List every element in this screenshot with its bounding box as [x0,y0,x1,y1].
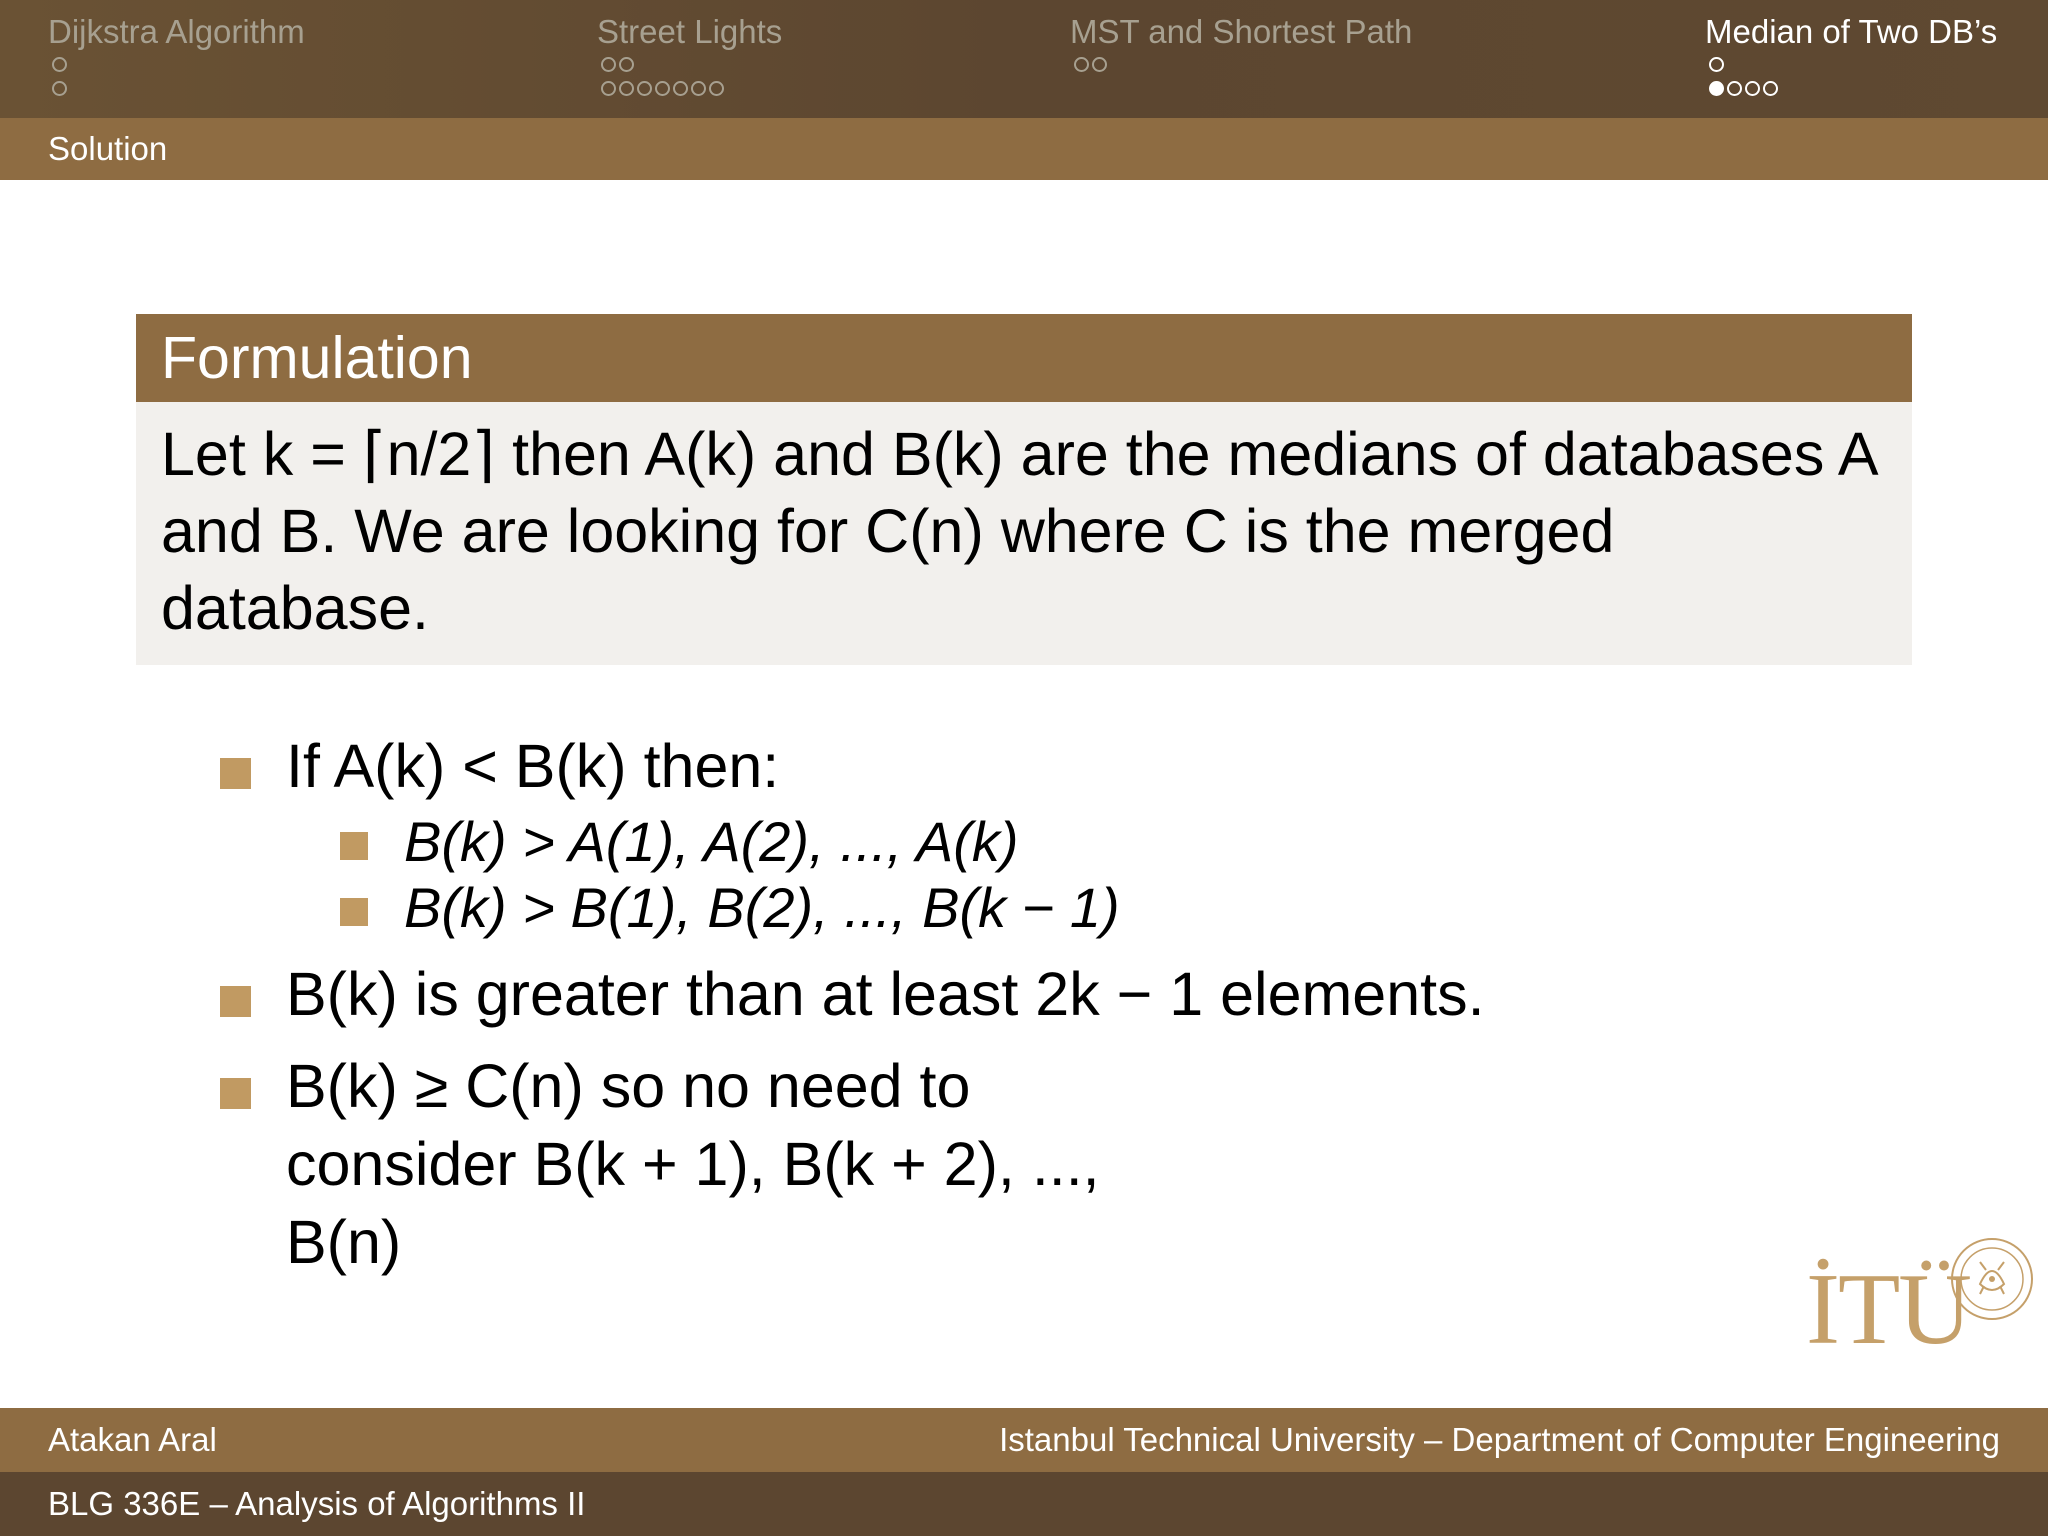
frame-dots [1709,52,1997,76]
frame-dots [601,76,782,100]
frame-dot[interactable] [655,81,670,96]
frame-dot[interactable] [1709,57,1724,72]
sub-bullet-text: B(k) > B(1), B(2), ..., B(k − 1) [404,876,1120,939]
footer-bar-top [0,1408,2048,1472]
formulation-block [136,314,1912,665]
footer-author: Atakan Aral [48,1421,217,1458]
square-bullet-icon [220,1078,251,1109]
bullet-item [218,955,1918,1033]
frame-dot[interactable] [637,81,652,96]
nav-section-title[interactable]: Street Lights [597,13,783,50]
nav-section-median-two-dbs[interactable] [1705,12,1997,100]
navigation-bar [0,0,2048,118]
frame-dot[interactable] [673,81,688,96]
square-bullet-icon [340,832,368,860]
bullet-text: B(k) ≥ C(n) so no need to consider B(k + 1), B(k + 2), ..., B(n) [286,1052,1100,1276]
bullet-text: If A(k) < B(k) then: [286,732,780,800]
nav-section-dijkstra[interactable] [48,12,305,100]
square-bullet-icon [220,758,251,789]
frame-dot[interactable] [1745,81,1760,96]
frame-dot[interactable] [1763,81,1778,96]
frame-dots [1074,52,1412,76]
frame-dot[interactable] [601,57,616,72]
footer-institute: Istanbul Technical University – Department of Computer Engineering [999,1421,2000,1458]
subsection-title: Solution [48,130,168,167]
frame-dot[interactable] [601,81,616,96]
sub-bullet-list [340,809,1918,941]
bullet-item [218,1047,1918,1281]
frame-dot[interactable] [1727,81,1742,96]
frame-dots [52,52,305,76]
square-bullet-icon [220,986,251,1017]
sub-bullet-item [340,809,1918,875]
footer-course: BLG 336E – Analysis of Algorithms II [48,1485,586,1522]
frame-dot[interactable] [619,57,634,72]
square-bullet-icon [340,898,368,926]
nav-section-title[interactable]: MST and Shortest Path [1070,13,1413,50]
frame-dots [601,52,782,76]
frame-dot[interactable] [691,81,706,96]
sub-bullet-text: B(k) > A(1), A(2), ..., A(k) [404,810,1019,873]
logo-wordmark: İTÜ [1806,1253,1970,1366]
subsection-bar [0,118,2048,180]
bullet-list [218,727,1918,1281]
frame-dot[interactable] [1092,57,1107,72]
nav-section-street-lights[interactable] [597,12,782,100]
sub-bullet-item [340,875,1918,941]
frame-dot[interactable] [52,81,67,96]
frame-dots [1709,76,1997,100]
footer-bar-bottom [0,1472,2048,1536]
itu-seal-icon [1950,1226,2036,1336]
block-title: Formulation [136,314,1912,402]
bullet-text: B(k) is greater than at least 2k − 1 elements. [286,960,1485,1028]
nav-section-title[interactable]: Median of Two DB’s [1705,13,1998,50]
frame-dot[interactable] [619,81,634,96]
block-body: Let k = ⌈n/2⌉ then A(k) and B(k) are the medians of databases A and B. We are looking for C(n) where C is the merged database. [136,402,1912,665]
current-frame-dot[interactable] [1709,81,1724,96]
frame-dot[interactable] [709,81,724,96]
nav-section-mst-shortest-path[interactable] [1070,12,1412,76]
frame-dot[interactable] [52,57,67,72]
nav-section-title[interactable]: Dijkstra Algorithm [48,13,305,50]
frame-dot[interactable] [1074,57,1089,72]
itu-logo [1800,1226,2040,1366]
bullet-item [218,727,1918,941]
frame-dots [52,76,305,100]
